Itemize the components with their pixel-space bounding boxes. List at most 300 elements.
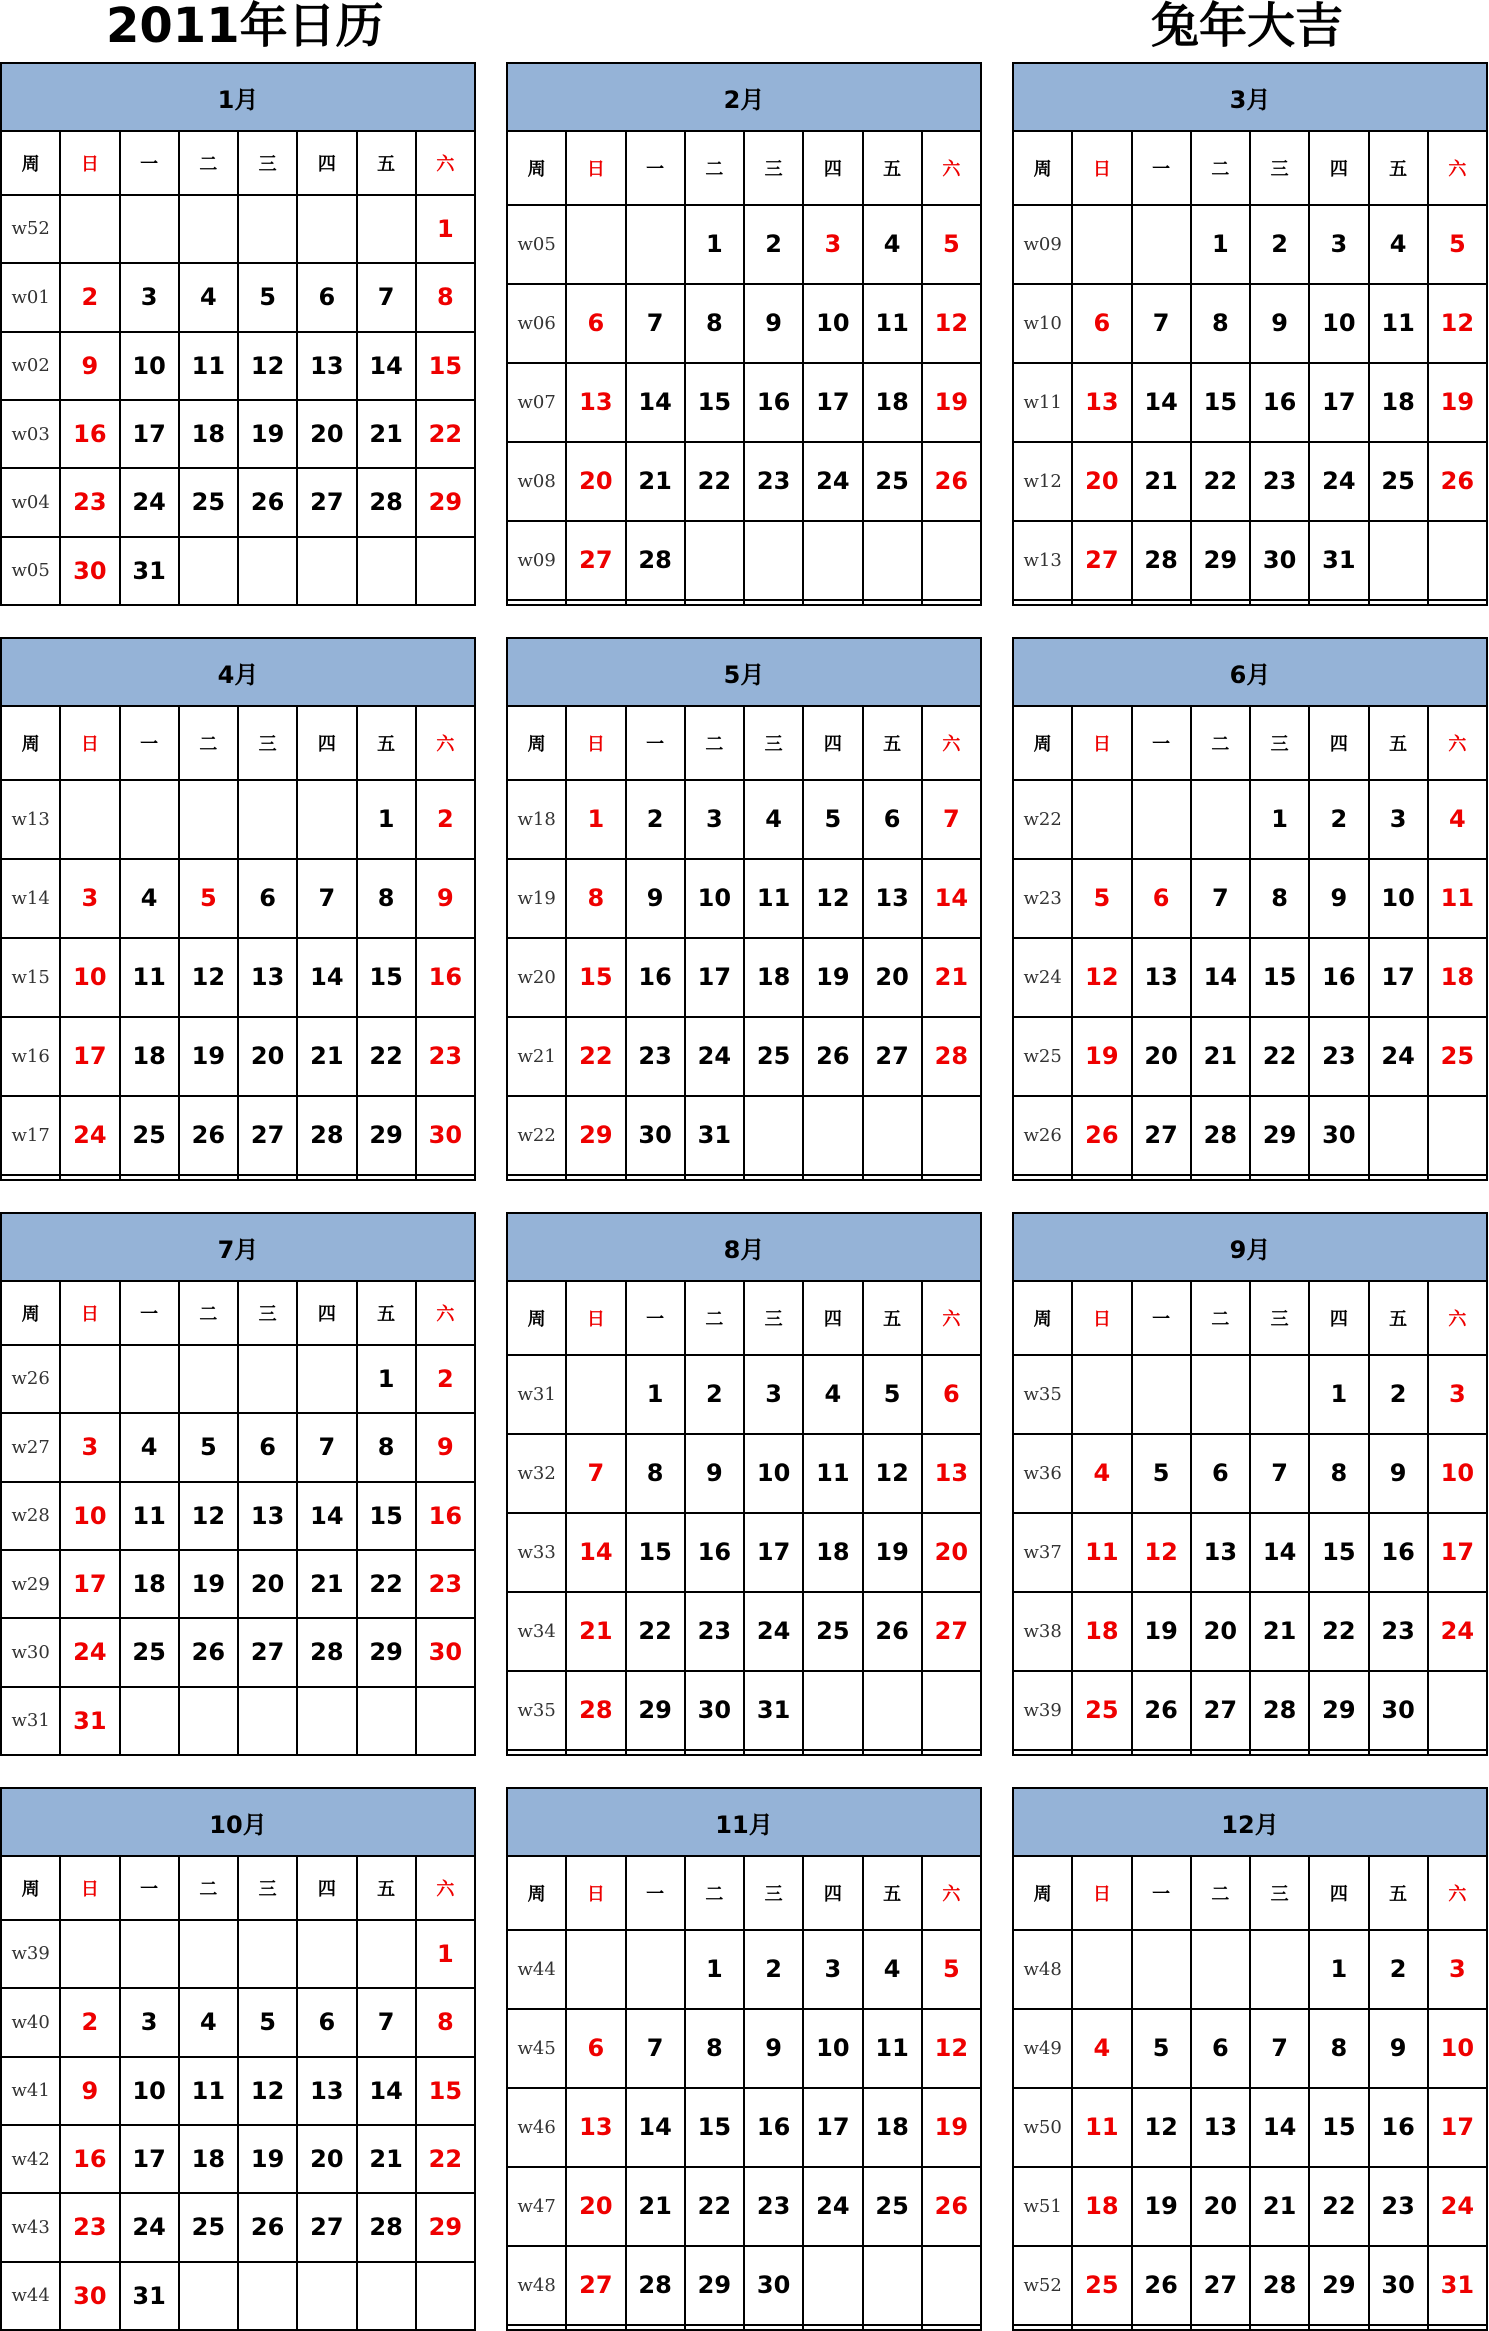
day-cell: 29 bbox=[357, 1096, 416, 1175]
weekday-header: 五 bbox=[863, 131, 922, 205]
day-cell: 3 bbox=[1428, 1930, 1487, 2009]
weekday-header: 三 bbox=[1250, 131, 1309, 205]
month-header: 7月 bbox=[1, 1213, 475, 1281]
day-cell: 28 bbox=[297, 1618, 356, 1686]
day-cell: 7 bbox=[626, 284, 685, 363]
day-cell: 23 bbox=[1250, 442, 1309, 521]
week-number: w44 bbox=[1, 2262, 60, 2330]
day-cell: 8 bbox=[416, 263, 475, 331]
month-table bbox=[0, 62, 476, 606]
day-cell: 26 bbox=[1132, 2246, 1191, 2325]
day-cell bbox=[863, 521, 922, 600]
day-cell: 13 bbox=[238, 938, 297, 1017]
day-cell: 28 bbox=[357, 2193, 416, 2261]
day-cell: 17 bbox=[60, 1550, 119, 1618]
day-cell bbox=[1369, 521, 1428, 600]
week-number: w23 bbox=[1013, 859, 1072, 938]
day-cell bbox=[120, 195, 179, 263]
day-cell: 9 bbox=[1309, 859, 1368, 938]
day-cell bbox=[803, 600, 862, 605]
day-cell: 6 bbox=[863, 780, 922, 859]
day-cell: 11 bbox=[179, 2057, 238, 2125]
weekday-header: 一 bbox=[1132, 1281, 1191, 1355]
day-cell bbox=[1250, 1355, 1309, 1434]
day-cell: 11 bbox=[744, 859, 803, 938]
day-cell: 21 bbox=[626, 2167, 685, 2246]
day-cell bbox=[1072, 205, 1131, 284]
day-cell bbox=[179, 1687, 238, 1755]
week-number: w12 bbox=[1013, 442, 1072, 521]
day-cell: 30 bbox=[60, 537, 119, 605]
day-cell: 4 bbox=[1428, 780, 1487, 859]
week-number bbox=[1013, 1175, 1072, 1180]
weekday-header: 六 bbox=[416, 706, 475, 780]
weekday-header: 五 bbox=[357, 1281, 416, 1345]
weekday-header: 六 bbox=[1428, 706, 1487, 780]
day-cell: 19 bbox=[1132, 1592, 1191, 1671]
day-cell: 30 bbox=[685, 1671, 744, 1750]
day-cell: 20 bbox=[1072, 442, 1131, 521]
day-cell: 18 bbox=[1369, 363, 1428, 442]
weekday-header: 一 bbox=[1132, 131, 1191, 205]
day-cell: 16 bbox=[60, 400, 119, 468]
month-table bbox=[0, 1212, 476, 1756]
day-cell: 14 bbox=[1250, 1513, 1309, 1592]
day-cell bbox=[416, 2262, 475, 2330]
day-cell: 9 bbox=[416, 1413, 475, 1481]
weekday-header: 二 bbox=[685, 1281, 744, 1355]
week-row bbox=[507, 521, 981, 600]
day-cell: 1 bbox=[626, 1355, 685, 1434]
week-row bbox=[507, 1671, 981, 1750]
day-cell: 9 bbox=[416, 859, 475, 938]
week-number: w19 bbox=[507, 859, 566, 938]
day-cell: 6 bbox=[297, 263, 356, 331]
day-cell: 21 bbox=[922, 938, 981, 1017]
day-cell: 31 bbox=[120, 2262, 179, 2330]
week-column-header: 周 bbox=[507, 1281, 566, 1355]
day-cell: 16 bbox=[416, 1482, 475, 1550]
day-cell: 21 bbox=[357, 400, 416, 468]
day-cell: 5 bbox=[922, 205, 981, 284]
weekday-header: 五 bbox=[1369, 1281, 1428, 1355]
day-cell: 7 bbox=[1132, 284, 1191, 363]
day-cell bbox=[1191, 600, 1250, 605]
day-cell: 18 bbox=[120, 1017, 179, 1096]
day-cell: 4 bbox=[120, 1413, 179, 1481]
week-number bbox=[1013, 1750, 1072, 1755]
day-cell: 23 bbox=[1369, 2167, 1428, 2246]
day-cell: 18 bbox=[863, 363, 922, 442]
day-cell: 11 bbox=[1428, 859, 1487, 938]
day-cell: 20 bbox=[566, 442, 625, 521]
day-cell bbox=[863, 1175, 922, 1180]
weekday-header: 四 bbox=[803, 1856, 862, 1930]
day-cell: 10 bbox=[120, 332, 179, 400]
week-row bbox=[1013, 859, 1487, 938]
day-cell bbox=[1072, 780, 1131, 859]
weekday-header: 二 bbox=[1191, 1281, 1250, 1355]
week-row bbox=[507, 1750, 981, 1755]
week-column-header: 周 bbox=[1, 1281, 60, 1345]
weekday-header: 四 bbox=[297, 1856, 356, 1920]
day-cell: 25 bbox=[1369, 442, 1428, 521]
week-column-header: 周 bbox=[507, 131, 566, 205]
day-cell: 8 bbox=[685, 284, 744, 363]
week-number: w22 bbox=[1013, 780, 1072, 859]
day-cell: 26 bbox=[238, 468, 297, 536]
week-row bbox=[507, 284, 981, 363]
week-row bbox=[1013, 1750, 1487, 1755]
month-calendar bbox=[1012, 62, 1488, 606]
page-slogan: 兔年大吉 bbox=[1151, 0, 1344, 54]
day-cell: 7 bbox=[1250, 2009, 1309, 2088]
weekday-header: 日 bbox=[1072, 131, 1131, 205]
week-row bbox=[1013, 780, 1487, 859]
weekday-header: 一 bbox=[120, 1856, 179, 1920]
day-cell: 3 bbox=[120, 1988, 179, 2056]
day-cell bbox=[238, 2262, 297, 2330]
day-cell bbox=[1309, 1750, 1368, 1755]
day-cell bbox=[685, 1750, 744, 1755]
week-row bbox=[507, 859, 981, 938]
day-cell bbox=[297, 1920, 356, 1988]
day-cell: 31 bbox=[685, 1096, 744, 1175]
day-cell: 3 bbox=[60, 1413, 119, 1481]
week-number: w38 bbox=[1013, 1592, 1072, 1671]
day-cell: 18 bbox=[179, 400, 238, 468]
day-cell: 27 bbox=[238, 1096, 297, 1175]
day-cell: 16 bbox=[1369, 1513, 1428, 1592]
day-cell bbox=[120, 1175, 179, 1180]
day-cell bbox=[1250, 1750, 1309, 1755]
day-cell: 23 bbox=[416, 1550, 475, 1618]
day-cell: 5 bbox=[922, 1930, 981, 2009]
day-cell bbox=[744, 600, 803, 605]
day-cell bbox=[1428, 1096, 1487, 1175]
weekday-header: 二 bbox=[1191, 706, 1250, 780]
day-cell: 25 bbox=[803, 1592, 862, 1671]
day-cell: 15 bbox=[416, 2057, 475, 2125]
month-header: 10月 bbox=[1, 1788, 475, 1856]
day-cell bbox=[566, 1750, 625, 1755]
day-cell: 7 bbox=[357, 1988, 416, 2056]
week-number: w36 bbox=[1013, 1434, 1072, 1513]
day-cell bbox=[297, 1687, 356, 1755]
day-cell: 10 bbox=[1428, 2009, 1487, 2088]
day-cell: 26 bbox=[922, 2167, 981, 2246]
day-cell: 30 bbox=[1309, 1096, 1368, 1175]
day-cell: 7 bbox=[297, 859, 356, 938]
week-row bbox=[1, 2262, 475, 2330]
day-cell bbox=[1132, 2325, 1191, 2330]
week-number: w20 bbox=[507, 938, 566, 1017]
week-number bbox=[507, 1750, 566, 1755]
day-cell bbox=[922, 1096, 981, 1175]
day-cell: 26 bbox=[238, 2193, 297, 2261]
day-cell bbox=[922, 1671, 981, 1750]
day-cell bbox=[297, 2262, 356, 2330]
week-row bbox=[507, 2088, 981, 2167]
week-number: w07 bbox=[507, 363, 566, 442]
day-cell: 24 bbox=[120, 2193, 179, 2261]
day-cell: 21 bbox=[566, 1592, 625, 1671]
day-cell: 2 bbox=[416, 780, 475, 859]
week-row bbox=[507, 2246, 981, 2325]
day-cell: 10 bbox=[1369, 859, 1428, 938]
week-number: w28 bbox=[1, 1482, 60, 1550]
day-cell: 10 bbox=[1309, 284, 1368, 363]
day-cell bbox=[1428, 2325, 1487, 2330]
day-cell: 3 bbox=[803, 205, 862, 284]
week-number: w51 bbox=[1013, 2167, 1072, 2246]
week-row bbox=[507, 442, 981, 521]
week-number: w35 bbox=[507, 1671, 566, 1750]
day-cell: 6 bbox=[297, 1988, 356, 2056]
day-cell: 2 bbox=[685, 1355, 744, 1434]
day-cell: 26 bbox=[179, 1096, 238, 1175]
day-cell: 14 bbox=[1250, 2088, 1309, 2167]
day-cell bbox=[1191, 1355, 1250, 1434]
week-row bbox=[1013, 521, 1487, 600]
day-cell bbox=[238, 1687, 297, 1755]
weekday-header: 四 bbox=[1309, 706, 1368, 780]
weekday-header: 六 bbox=[416, 131, 475, 195]
week-row bbox=[507, 1175, 981, 1180]
day-cell bbox=[803, 1750, 862, 1755]
weekday-header: 四 bbox=[1309, 131, 1368, 205]
week-row bbox=[1013, 1930, 1487, 2009]
weekday-header: 四 bbox=[297, 1281, 356, 1345]
day-cell bbox=[297, 1175, 356, 1180]
day-cell bbox=[179, 2262, 238, 2330]
day-cell: 30 bbox=[416, 1096, 475, 1175]
day-cell: 17 bbox=[1369, 938, 1428, 1017]
week-column-header: 周 bbox=[507, 1856, 566, 1930]
day-cell: 3 bbox=[803, 1930, 862, 2009]
day-cell: 23 bbox=[60, 468, 119, 536]
day-cell: 29 bbox=[416, 2193, 475, 2261]
day-cell: 14 bbox=[566, 1513, 625, 1592]
day-cell: 27 bbox=[566, 521, 625, 600]
week-row bbox=[507, 1930, 981, 2009]
day-cell: 23 bbox=[1369, 1592, 1428, 1671]
day-cell bbox=[566, 600, 625, 605]
day-cell: 13 bbox=[566, 2088, 625, 2167]
week-number: w33 bbox=[507, 1513, 566, 1592]
day-cell: 25 bbox=[1072, 2246, 1131, 2325]
week-row bbox=[1013, 600, 1487, 605]
day-cell: 9 bbox=[685, 1434, 744, 1513]
weekday-header: 四 bbox=[297, 131, 356, 195]
day-cell bbox=[566, 1930, 625, 2009]
week-row bbox=[1, 2125, 475, 2193]
day-cell: 8 bbox=[1191, 284, 1250, 363]
day-cell: 27 bbox=[922, 1592, 981, 1671]
day-cell: 6 bbox=[238, 859, 297, 938]
day-cell: 8 bbox=[1309, 1434, 1368, 1513]
day-cell: 18 bbox=[1072, 2167, 1131, 2246]
weekday-header: 二 bbox=[685, 706, 744, 780]
day-cell: 10 bbox=[744, 1434, 803, 1513]
week-number: w22 bbox=[507, 1096, 566, 1175]
weekday-header: 六 bbox=[416, 1856, 475, 1920]
day-cell bbox=[1072, 1355, 1131, 1434]
day-cell: 16 bbox=[1369, 2088, 1428, 2167]
day-cell: 1 bbox=[1309, 1930, 1368, 2009]
day-cell: 1 bbox=[685, 1930, 744, 2009]
day-cell: 2 bbox=[1369, 1355, 1428, 1434]
day-cell: 20 bbox=[238, 1017, 297, 1096]
day-cell bbox=[1309, 1175, 1368, 1180]
day-cell: 17 bbox=[803, 2088, 862, 2167]
day-cell bbox=[1132, 600, 1191, 605]
week-column-header: 周 bbox=[1, 131, 60, 195]
day-cell bbox=[744, 2325, 803, 2330]
month-calendar bbox=[1012, 1212, 1488, 1756]
day-cell: 4 bbox=[803, 1355, 862, 1434]
week-row bbox=[1013, 1175, 1487, 1180]
week-number: w47 bbox=[507, 2167, 566, 2246]
weekday-header: 五 bbox=[357, 131, 416, 195]
weekday-header: 二 bbox=[1191, 1856, 1250, 1930]
day-cell bbox=[922, 600, 981, 605]
week-number: w45 bbox=[507, 2009, 566, 2088]
week-row bbox=[507, 1355, 981, 1434]
month-table bbox=[1012, 637, 1488, 1181]
day-cell bbox=[1132, 1175, 1191, 1180]
week-number: w46 bbox=[507, 2088, 566, 2167]
day-cell: 4 bbox=[744, 780, 803, 859]
day-cell bbox=[803, 1096, 862, 1175]
day-cell: 14 bbox=[1132, 363, 1191, 442]
day-cell: 28 bbox=[626, 2246, 685, 2325]
weekday-header: 三 bbox=[744, 706, 803, 780]
day-cell bbox=[1428, 1175, 1487, 1180]
day-cell bbox=[297, 780, 356, 859]
day-cell: 3 bbox=[1369, 780, 1428, 859]
week-row bbox=[1013, 2325, 1487, 2330]
day-cell: 14 bbox=[357, 2057, 416, 2125]
day-cell: 23 bbox=[626, 1017, 685, 1096]
weekday-header: 二 bbox=[179, 1856, 238, 1920]
day-cell: 29 bbox=[1250, 1096, 1309, 1175]
week-column-header: 周 bbox=[1013, 706, 1072, 780]
day-cell: 19 bbox=[179, 1550, 238, 1618]
weekday-header: 一 bbox=[626, 706, 685, 780]
day-cell: 1 bbox=[416, 195, 475, 263]
day-cell bbox=[744, 521, 803, 600]
day-cell bbox=[238, 537, 297, 605]
day-cell: 20 bbox=[863, 938, 922, 1017]
day-cell: 15 bbox=[685, 2088, 744, 2167]
week-row bbox=[507, 363, 981, 442]
week-row bbox=[1, 1920, 475, 1988]
day-cell: 21 bbox=[1132, 442, 1191, 521]
month-calendar bbox=[0, 62, 476, 606]
week-number: w09 bbox=[1013, 205, 1072, 284]
day-cell: 4 bbox=[863, 205, 922, 284]
weekday-header: 六 bbox=[1428, 1856, 1487, 1930]
week-number: w24 bbox=[1013, 938, 1072, 1017]
day-cell: 26 bbox=[1428, 442, 1487, 521]
day-cell: 25 bbox=[120, 1618, 179, 1686]
week-number: w14 bbox=[1, 859, 60, 938]
day-cell: 19 bbox=[1072, 1017, 1131, 1096]
day-cell: 17 bbox=[1428, 2088, 1487, 2167]
month-calendar bbox=[506, 62, 982, 606]
day-cell: 20 bbox=[297, 2125, 356, 2193]
week-number: w13 bbox=[1, 780, 60, 859]
week-number: w03 bbox=[1, 400, 60, 468]
weekday-header: 日 bbox=[60, 706, 119, 780]
day-cell bbox=[1369, 1175, 1428, 1180]
day-cell: 24 bbox=[60, 1096, 119, 1175]
day-cell bbox=[1369, 1750, 1428, 1755]
day-cell: 17 bbox=[685, 938, 744, 1017]
day-cell: 9 bbox=[60, 332, 119, 400]
day-cell bbox=[238, 780, 297, 859]
day-cell: 27 bbox=[863, 1017, 922, 1096]
day-cell: 17 bbox=[120, 400, 179, 468]
day-cell: 10 bbox=[60, 938, 119, 1017]
month-header: 5月 bbox=[507, 638, 981, 706]
day-cell bbox=[60, 780, 119, 859]
day-cell bbox=[1428, 1671, 1487, 1750]
week-number: w21 bbox=[507, 1017, 566, 1096]
week-column-header: 周 bbox=[1013, 131, 1072, 205]
day-cell: 10 bbox=[60, 1482, 119, 1550]
day-cell: 5 bbox=[863, 1355, 922, 1434]
day-cell: 29 bbox=[685, 2246, 744, 2325]
day-cell bbox=[922, 1175, 981, 1180]
day-cell: 27 bbox=[238, 1618, 297, 1686]
day-cell: 30 bbox=[60, 2262, 119, 2330]
day-cell bbox=[1250, 600, 1309, 605]
day-cell: 19 bbox=[922, 363, 981, 442]
day-cell bbox=[803, 2246, 862, 2325]
day-cell: 14 bbox=[297, 938, 356, 1017]
day-cell: 22 bbox=[416, 400, 475, 468]
day-cell: 22 bbox=[416, 2125, 475, 2193]
day-cell: 7 bbox=[1191, 859, 1250, 938]
week-row bbox=[507, 2325, 981, 2330]
weekday-header: 三 bbox=[238, 1281, 297, 1345]
week-number: w30 bbox=[1, 1618, 60, 1686]
day-cell: 3 bbox=[744, 1355, 803, 1434]
day-cell: 6 bbox=[238, 1413, 297, 1481]
day-cell bbox=[685, 1175, 744, 1180]
weekday-header: 二 bbox=[685, 131, 744, 205]
day-cell: 15 bbox=[1191, 363, 1250, 442]
day-cell bbox=[60, 1920, 119, 1988]
week-row bbox=[507, 205, 981, 284]
week-number: w40 bbox=[1, 1988, 60, 2056]
week-row bbox=[1013, 1017, 1487, 1096]
day-cell: 30 bbox=[1250, 521, 1309, 600]
day-cell: 1 bbox=[1309, 1355, 1368, 1434]
month-header: 4月 bbox=[1, 638, 475, 706]
month-table bbox=[1012, 1212, 1488, 1756]
day-cell: 22 bbox=[685, 442, 744, 521]
month-calendar bbox=[506, 637, 982, 1181]
day-cell: 4 bbox=[179, 263, 238, 331]
week-number: w44 bbox=[507, 1930, 566, 2009]
weekday-header: 日 bbox=[1072, 706, 1131, 780]
day-cell: 11 bbox=[863, 284, 922, 363]
day-cell bbox=[863, 1096, 922, 1175]
week-row bbox=[1, 1618, 475, 1686]
